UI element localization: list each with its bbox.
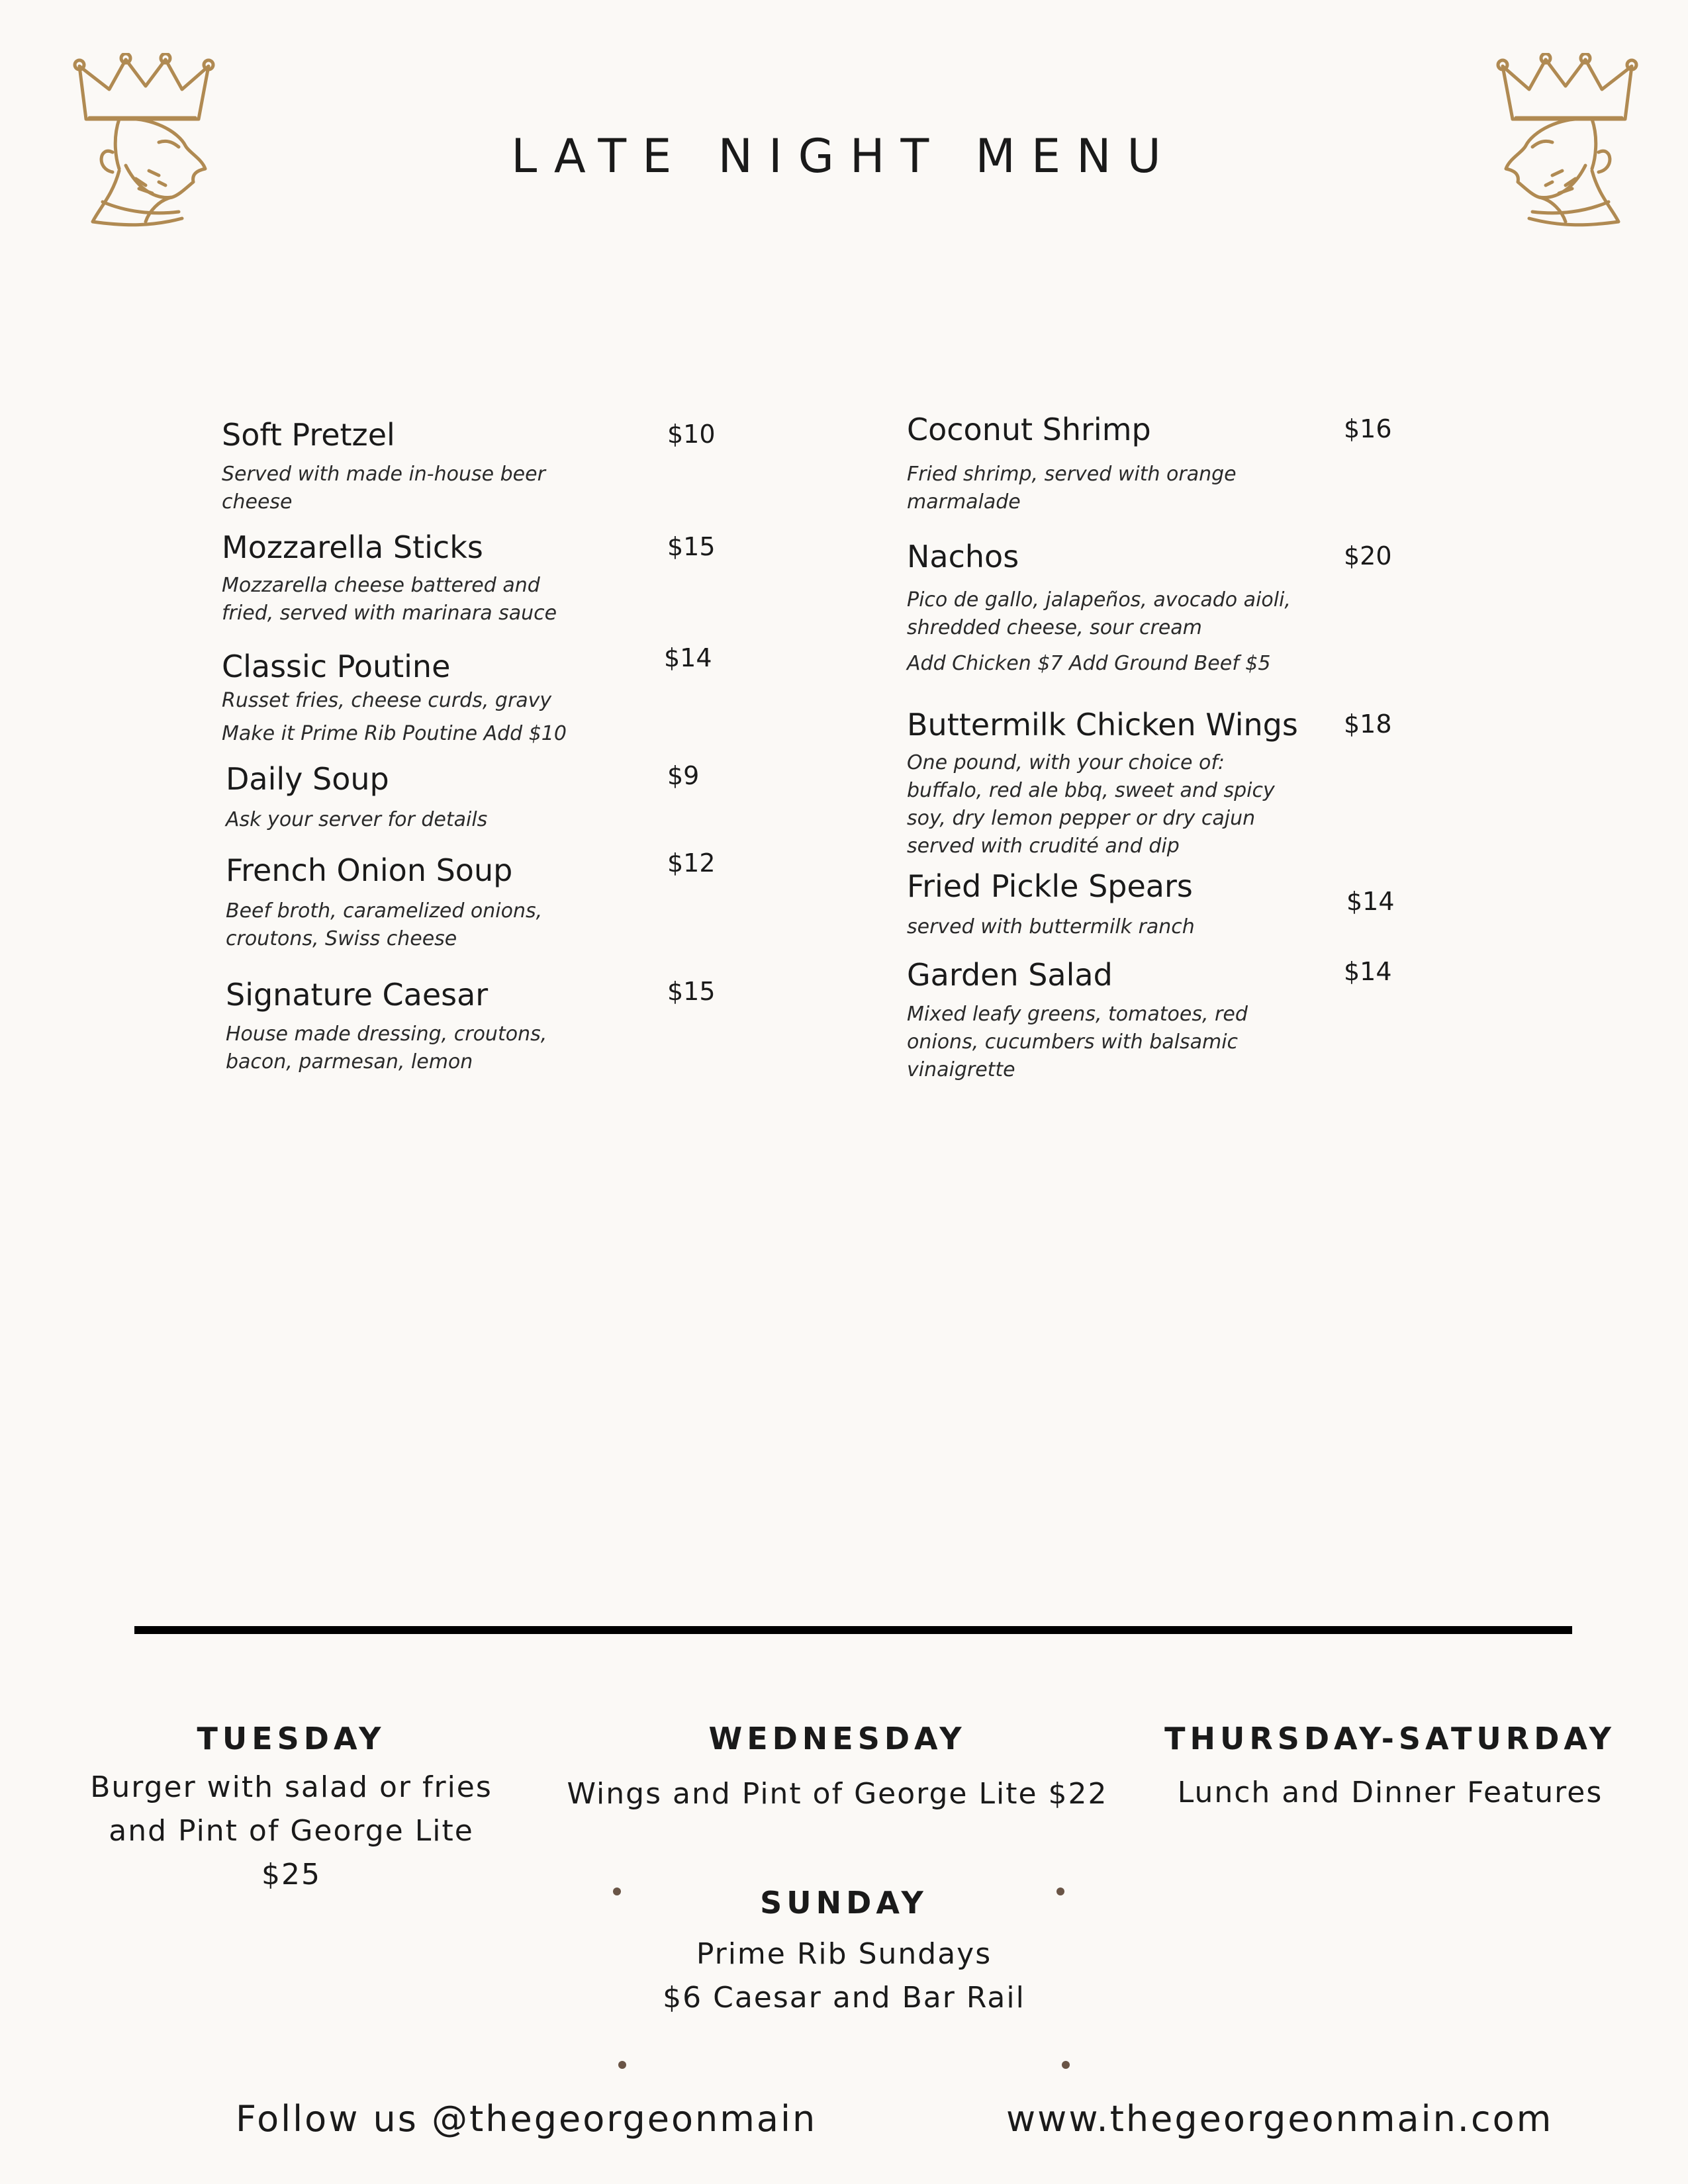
item-name: French Onion Soup [226,852,513,888]
item-price: $9 [667,761,700,790]
item-name: Nachos [907,539,1019,574]
special-day-title: SUNDAY [760,1885,928,1921]
footer-website[interactable]: www.thegeorgeonmain.com [1006,2098,1554,2140]
item-price: $14 [664,643,712,672]
special-day-title: THURSDAY-SATURDAY [1164,1721,1616,1756]
decorative-dot [618,2061,626,2069]
item-name: Garden Salad [907,957,1113,993]
footer-social-handle[interactable]: Follow us @thegeorgeonmain [236,2098,818,2140]
item-price: $14 [1344,957,1392,986]
item-name: Coconut Shrimp [907,412,1151,447]
section-divider [134,1626,1572,1634]
special-day-text: Burger with salad or fries and Pint of George Lite $25 [90,1770,492,1891]
item-description: Pico de gallo, jalapeños, avocado aioli, shredded cheese, sour cream [907,588,1291,639]
menu-title: LATE NIGHT MENU [511,129,1177,183]
item-name: Classic Poutine [222,649,451,684]
item-description: Beef broth, caramelized onions, croutons, Swiss cheese [226,899,543,950]
special-thursday-saturday [1145,1721,1635,1815]
item-price: $10 [667,420,716,449]
special-tuesday [40,1721,543,1897]
item-name: Fried Pickle Spears [907,868,1193,904]
special-wednesday [553,1721,1122,1816]
special-day-text: Wings and Pint of George Lite $22 [567,1777,1108,1811]
item-name: Mozzarella Sticks [222,529,483,565]
item-description: One pound, with your choice of: buffalo, red ale bbq, sweet and spicy soy, dry lemon pepper or dry cajun served with crudité and dip [907,751,1275,858]
special-day-title: WEDNESDAY [708,1721,966,1756]
item-price: $18 [1344,709,1392,739]
item-name: Soft Pretzel [222,417,395,453]
item-description: Fried shrimp, served with orange marmalade [907,463,1237,514]
decorative-dot [1062,2061,1070,2069]
item-description: House made dressing, croutons, bacon, parmesan, lemon [226,1023,547,1073]
special-day-text: $6 Caesar and Bar Rail [663,1981,1025,2015]
item-description: Ask your server for details [226,808,488,831]
item-extra: Add Chicken $7 Add Ground Beef $5 [907,652,1271,675]
item-description: served with buttermilk ranch [907,915,1195,938]
special-day-text: Prime Rib Sundays [696,1937,992,1971]
item-name: Daily Soup [226,761,389,797]
item-price: $14 [1346,887,1395,916]
item-name: Signature Caesar [226,977,489,1013]
special-day-text: Lunch and Dinner Features [1177,1776,1603,1809]
item-description: Mixed leafy greens, tomatoes, red onions, cucumbers with balsamic vinaigrette [907,1003,1248,1081]
item-price: $20 [1344,541,1392,570]
special-sunday [579,1885,1109,2020]
item-description: Mozzarella cheese battered and fried, served with marinara sauce [222,574,557,625]
item-price: $15 [667,977,716,1006]
item-description: Russet fries, cheese curds, gravy [222,689,552,712]
item-name: Buttermilk Chicken Wings [907,707,1298,743]
item-extra: Make it Prime Rib Poutine Add $10 [222,722,567,745]
special-day-title: TUESDAY [197,1721,386,1756]
item-price: $12 [667,848,716,878]
item-description: Served with made in-house beer cheese [222,463,545,514]
item-price: $15 [667,532,716,561]
item-price: $16 [1344,414,1392,443]
